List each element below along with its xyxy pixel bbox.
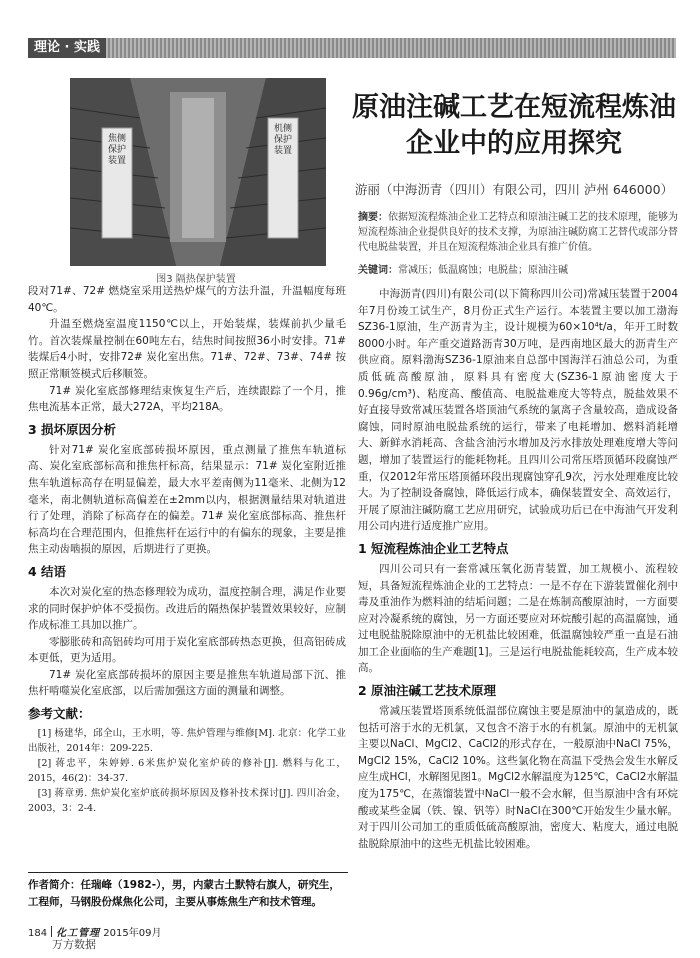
paragraph: 71# 炭化室底部砖损坏的原因主要是推焦车轨道局部下沉、推焦杆啃噬炭化室底部，以后需加强这方面的测量和调整。 [28,668,346,698]
author-bio-text: 任瑞峰（1982-），男，内蒙古土默特右旗人，研究生，工程师，马钢股份煤焦化公司，主要从事炼焦生产和技术管理。 [28,879,340,908]
section-heading: 3 损坏原因分析 [28,421,117,437]
page-number: 184 [28,928,48,939]
abstract-text: 依据短流程炼油企业工艺特点和原油注碱工艺的技术原理，能够为短流程炼油企业提供良好的技术支撑，为原油注碱防腐工艺替代或部分替代电脱盐装置，并且在短流程炼油企业具有推广价值。 [358,212,678,253]
author-bio-label: 作者简介： [28,879,81,891]
section-heading: 2 原油注碱工艺技术原理 [358,683,497,699]
abstract [358,210,678,255]
section-heading: 1 短流程炼油企业工艺特点 [358,540,509,556]
left-sign-text: 焦侧保护装置 [107,134,126,166]
paragraph: 零膨胀砖和高铝砖均可用于炭化室底部砖热态更换，但高铝砖成本更低，更为适用。 [28,635,346,665]
reference-item: [3] 蒋章勇. 焦炉炭化室炉底砖损坏原因及修补技术探讨[J]. 四川冶金，2003，3：2-4. [28,788,346,815]
keywords [358,263,678,278]
paragraph: 常减压装置塔顶系统低温部位腐蚀主要是原油中的氯造成的，既包括可溶于水的无机氯，又包含不溶于水的有机氯。原油中的无机氯主要以NaCl、MgCl2、CaCl2的形式存在，一般原油中NaCl 75%，MgCl2 15%，CaCl2 10%。这些氯化物在高温下受热会发生水解反应生成HCl，水解图见图1。MgCl2水解温度为125℃，CaCl2水解温度为175℃，在蒸馏装置中NaCl一般不会水解，但当原油中含有环烷酸或某些金属（铁、镍、钒等）时NaCl在300℃开始发生少量水解。对于四川公司加工的重质低硫高酸原油，密度大、粘度大，通过电脱盐脱除原油中的这些无机盐比较困难。 [358,705,678,850]
left-column [28,283,346,816]
author-bio [28,872,348,911]
magazine-name: 化工管理 [56,928,101,939]
paragraph: 段对71#、72# 燃烧室采用送热炉煤气的方法升温，升温幅度每班40℃。 [28,285,346,314]
right-sign-text: 机侧保护装置 [273,124,292,156]
paragraph: 71# 炭化室底部修理结束恢复生产后，连续跟踪了一个月，推焦电流基本正常，最大272A，平均218A。 [28,384,346,414]
paragraph: 升温至燃烧室温度1150℃以上，开始装煤，装煤前扒少量毛竹。首次装煤量控制在60吨左右，结焦时间按照36小时安排。71# 装煤后4小时，安排72# 炭化室出焦。71#、72#、73#、74# 按照正常顺签模式后移顺签。 [28,318,346,380]
paragraph: 中海沥青(四川)有限公司(以下简称四川公司)常减压装置于2004年7月份竣工试生产，8月份正式生产运行。本装置主要以加工渤海SZ36-1原油，生产沥青为主，设计规模为60×10⁴t/a，年开工时数8000小时。年产重交道路沥青30万吨，是西南地区最大的沥青生产供应商。原料渤海SZ36-1原油来自总部中国海洋石油总公司，为重质低硫高酸原油，原料具有密度大(SZ36-1原油密度大于0.96g/cm³)、粘度高、酸值高、电脱盐难度大等特点，脱盐效果不好直接导致常减压装置各塔顶油气系统的氯离子含量较高，造成设备腐蚀，同时原油电脱盐系统的运行，带来了电耗增加、燃料消耗增大、新鲜水消耗高、含盐含油污水增加及污水排放处理难度增大等问题，增加了装置运行的能耗物耗。且四川公司常压塔顶循环段腐蚀严重，仅2012年常压塔顶循环段出现腐蚀穿孔9次，污水处理难度比较大。为了控制设备腐蚀，降低运行成本，确保装置安全、高效运行，开展了原油注碱防腐工艺应用研究，试验成功后已在中海油气开发利用公司内进行适度推广应用。 [358,288,678,533]
section-header-bar [28,38,676,58]
article-author: 游丽（中海沥青（四川）有限公司，四川 泸州 646000） [354,182,674,197]
heat-shield-photo [70,78,326,266]
section-label: 理论 · 实践 [28,38,106,58]
right-column [358,286,678,852]
watermark: 万方数据 [52,938,96,951]
keywords-text: 常减压；低温腐蚀；电脱盐；原油注碱 [398,265,568,276]
figure-photo [70,78,326,266]
section-heading: 4 结语 [28,563,67,579]
article-title: 原油注碱工艺在短流程炼油企业中的应用探究 [352,92,676,159]
keywords-label: 关键词： [358,265,398,276]
reference-list [28,726,346,816]
reference-item: [2] 蒋忠平，朱婷婷. 6米焦炉炭化室炉砖的修补[J]. 燃料与化工，2015，46(2)：34-37. [28,758,346,785]
paragraph: 四川公司只有一套常减压氧化沥青装置，加工规模小、流程较短，具备短流程炼油企业的工艺特点：一是不存在下游装置催化剂中毒及重油作为燃料油的结垢问题；二是在炼制高酸原油时，一方面要应对冷凝系统的腐蚀，另一方面还要应对环烷酸引起的高温腐蚀，通过电脱盐脱除原油中的无机盐比较困难，低温腐蚀较严重一直是石油加工企业面临的生产难题[1]。三是运行电脱盐能耗较高，生产成本较高。 [358,562,678,675]
reference-item: [1] 杨建华，邱全山，王水明，等. 焦炉管理与维修[M]. 北京：化学工业出版社，2014年：209-225. [28,728,346,755]
references-heading: 参考文献： [28,706,91,722]
abstract-label: 摘要： [358,212,388,223]
figure-caption: 图3 隔热保护装置 [156,274,236,285]
paragraph: 针对71# 炭化室底部砖损坏原因，重点测量了推焦车轨道标高、炭化室底部标高和推焦杆标高，结果显示：71# 炭化室附近推焦车轨道标高存在明显偏差，最大水平差南侧为11毫米、北侧为12毫米，南北侧轨道标高偏差在±2mm以内，根据测量结果对轨道进行了处理，消除了标高存在的偏差。71# 炭化室底部标高、推焦杆标高均在合理范围内，但推焦杆在运行中的有偏东的现象，主要是推焦主动齿啮损的原因，后期进行了更换。 [28,443,346,556]
paragraph: 本次对炭化室的热态修理较为成功，温度控制合理，满足作业要求的同时保护炉体不受损伤。改进后的隔热保护装置效果较好，应制作成标准工具加以推广。 [28,585,346,632]
issue-date: 2015年09月 [103,928,162,939]
